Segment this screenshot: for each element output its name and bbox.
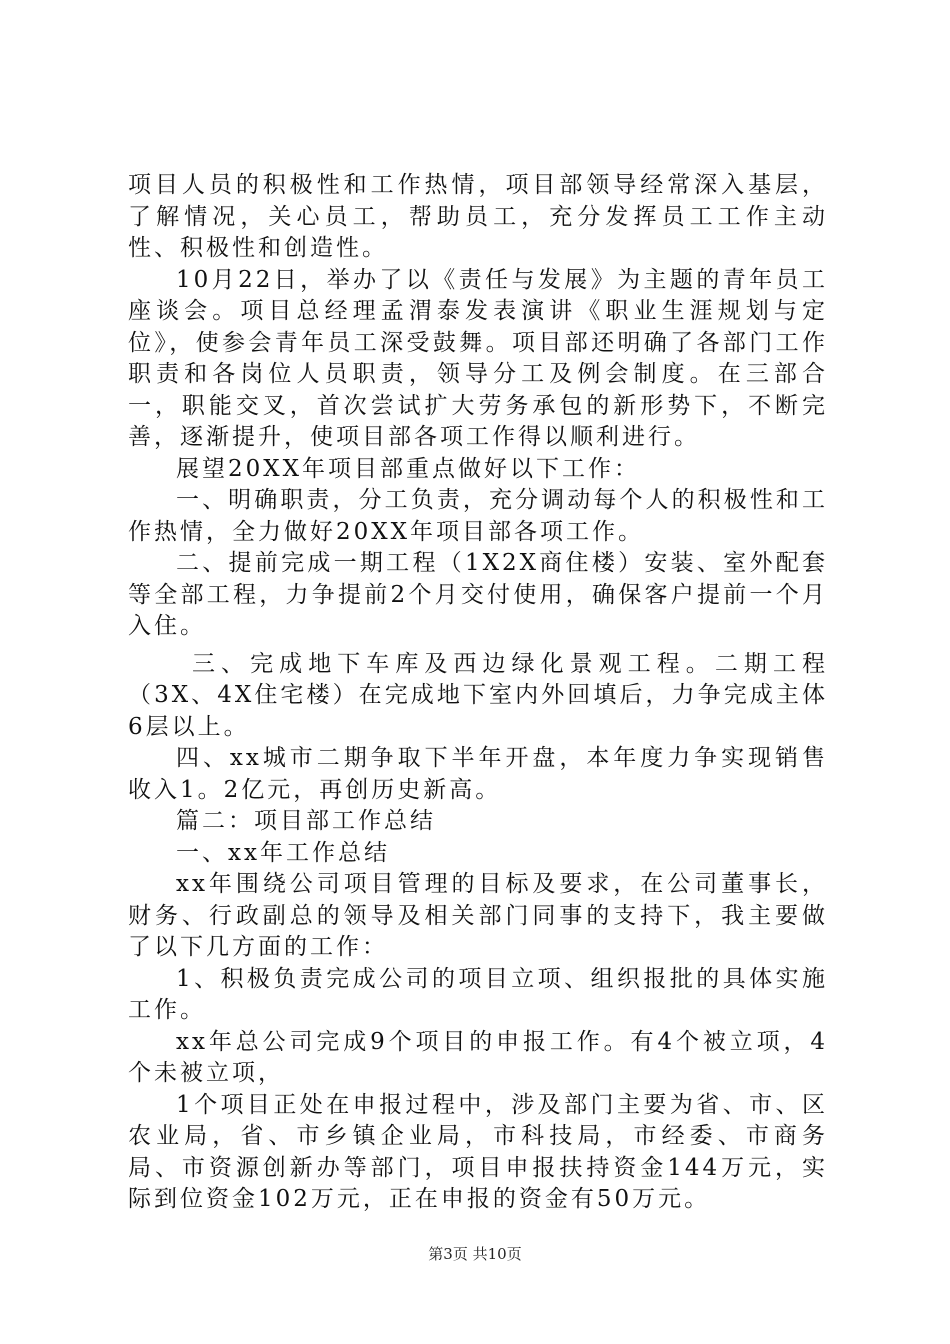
paragraph-8: xx年围绕公司项目管理的目标及要求，在公司董事长，财务、行政副总的领导及相关部门同事的支持下，我主要做了以下几方面的工作：	[128, 871, 828, 960]
page-footer	[0, 1243, 950, 1264]
subsection-heading: 一、xx年工作总结	[176, 839, 390, 866]
section-heading: 篇二：项目部工作总结	[176, 808, 436, 834]
paragraph-1: 项目人员的积极性和工作热情，项目部领导经常深入基层，了解情况，关心员工，帮助员工，充分发挥员工工作主动性、积极性和创造性。	[128, 172, 828, 261]
document-body	[128, 170, 828, 1216]
paragraph-6: 三、完成地下车库及西边绿化景观工程。二期工程（3X、4X住宅楼）在完成地下室内外回填后，力争完成主体6层以上。	[128, 650, 828, 740]
paragraph-7: 四、xx城市二期争取下半年开盘，本年度力争实现销售收入1。2亿元，再创历史新高。	[128, 745, 828, 803]
paragraph-3: 展望20XX年项目部重点做好以下工作：	[176, 455, 641, 482]
paragraph-2: 10月22日，举办了以《责任与发展》为主题的青年员工座谈会。项目总经理孟渭泰发表演讲《职业生涯规划与定位》，使参会青年员工深受鼓舞。项目部还明确了各部门工作职责和各岗位人员职责，领导分工及例会制度。在三部合一，职能交叉，首次尝试扩大劳务承包的新形势下，不断完善，逐渐提升，使项目部各项工作得以顺利进行。	[128, 266, 828, 450]
paragraph-10: xx年总公司完成9个项目的申报工作。有4个被立项，4个未被立项，	[128, 1028, 828, 1086]
paragraph-11: 1个项目正处在申报过程中，涉及部门主要为省、市、区农业局，省、市乡镇企业局，市科技局，市经委、市商务局、市资源创新办等部门，项目申报扶持资金144万元，实际到位资金102万元，正在申报的资金有50万元。	[128, 1091, 828, 1212]
paragraph-4: 一、明确职责，分工负责，充分调动每个人的积极性和工作热情，全力做好20XX年项目部各项工作。	[128, 487, 828, 545]
paragraph-5: 二、提前完成一期工程（1X2X商住楼）安装、室外配套等全部工程，力争提前2个月交付使用，确保客户提前一个月入住。	[128, 550, 828, 639]
page-number-label: 第3页 共10页	[428, 1245, 522, 1263]
paragraph-9: 1、积极负责完成公司的项目立项、组织报批的具体实施工作。	[128, 965, 828, 1023]
